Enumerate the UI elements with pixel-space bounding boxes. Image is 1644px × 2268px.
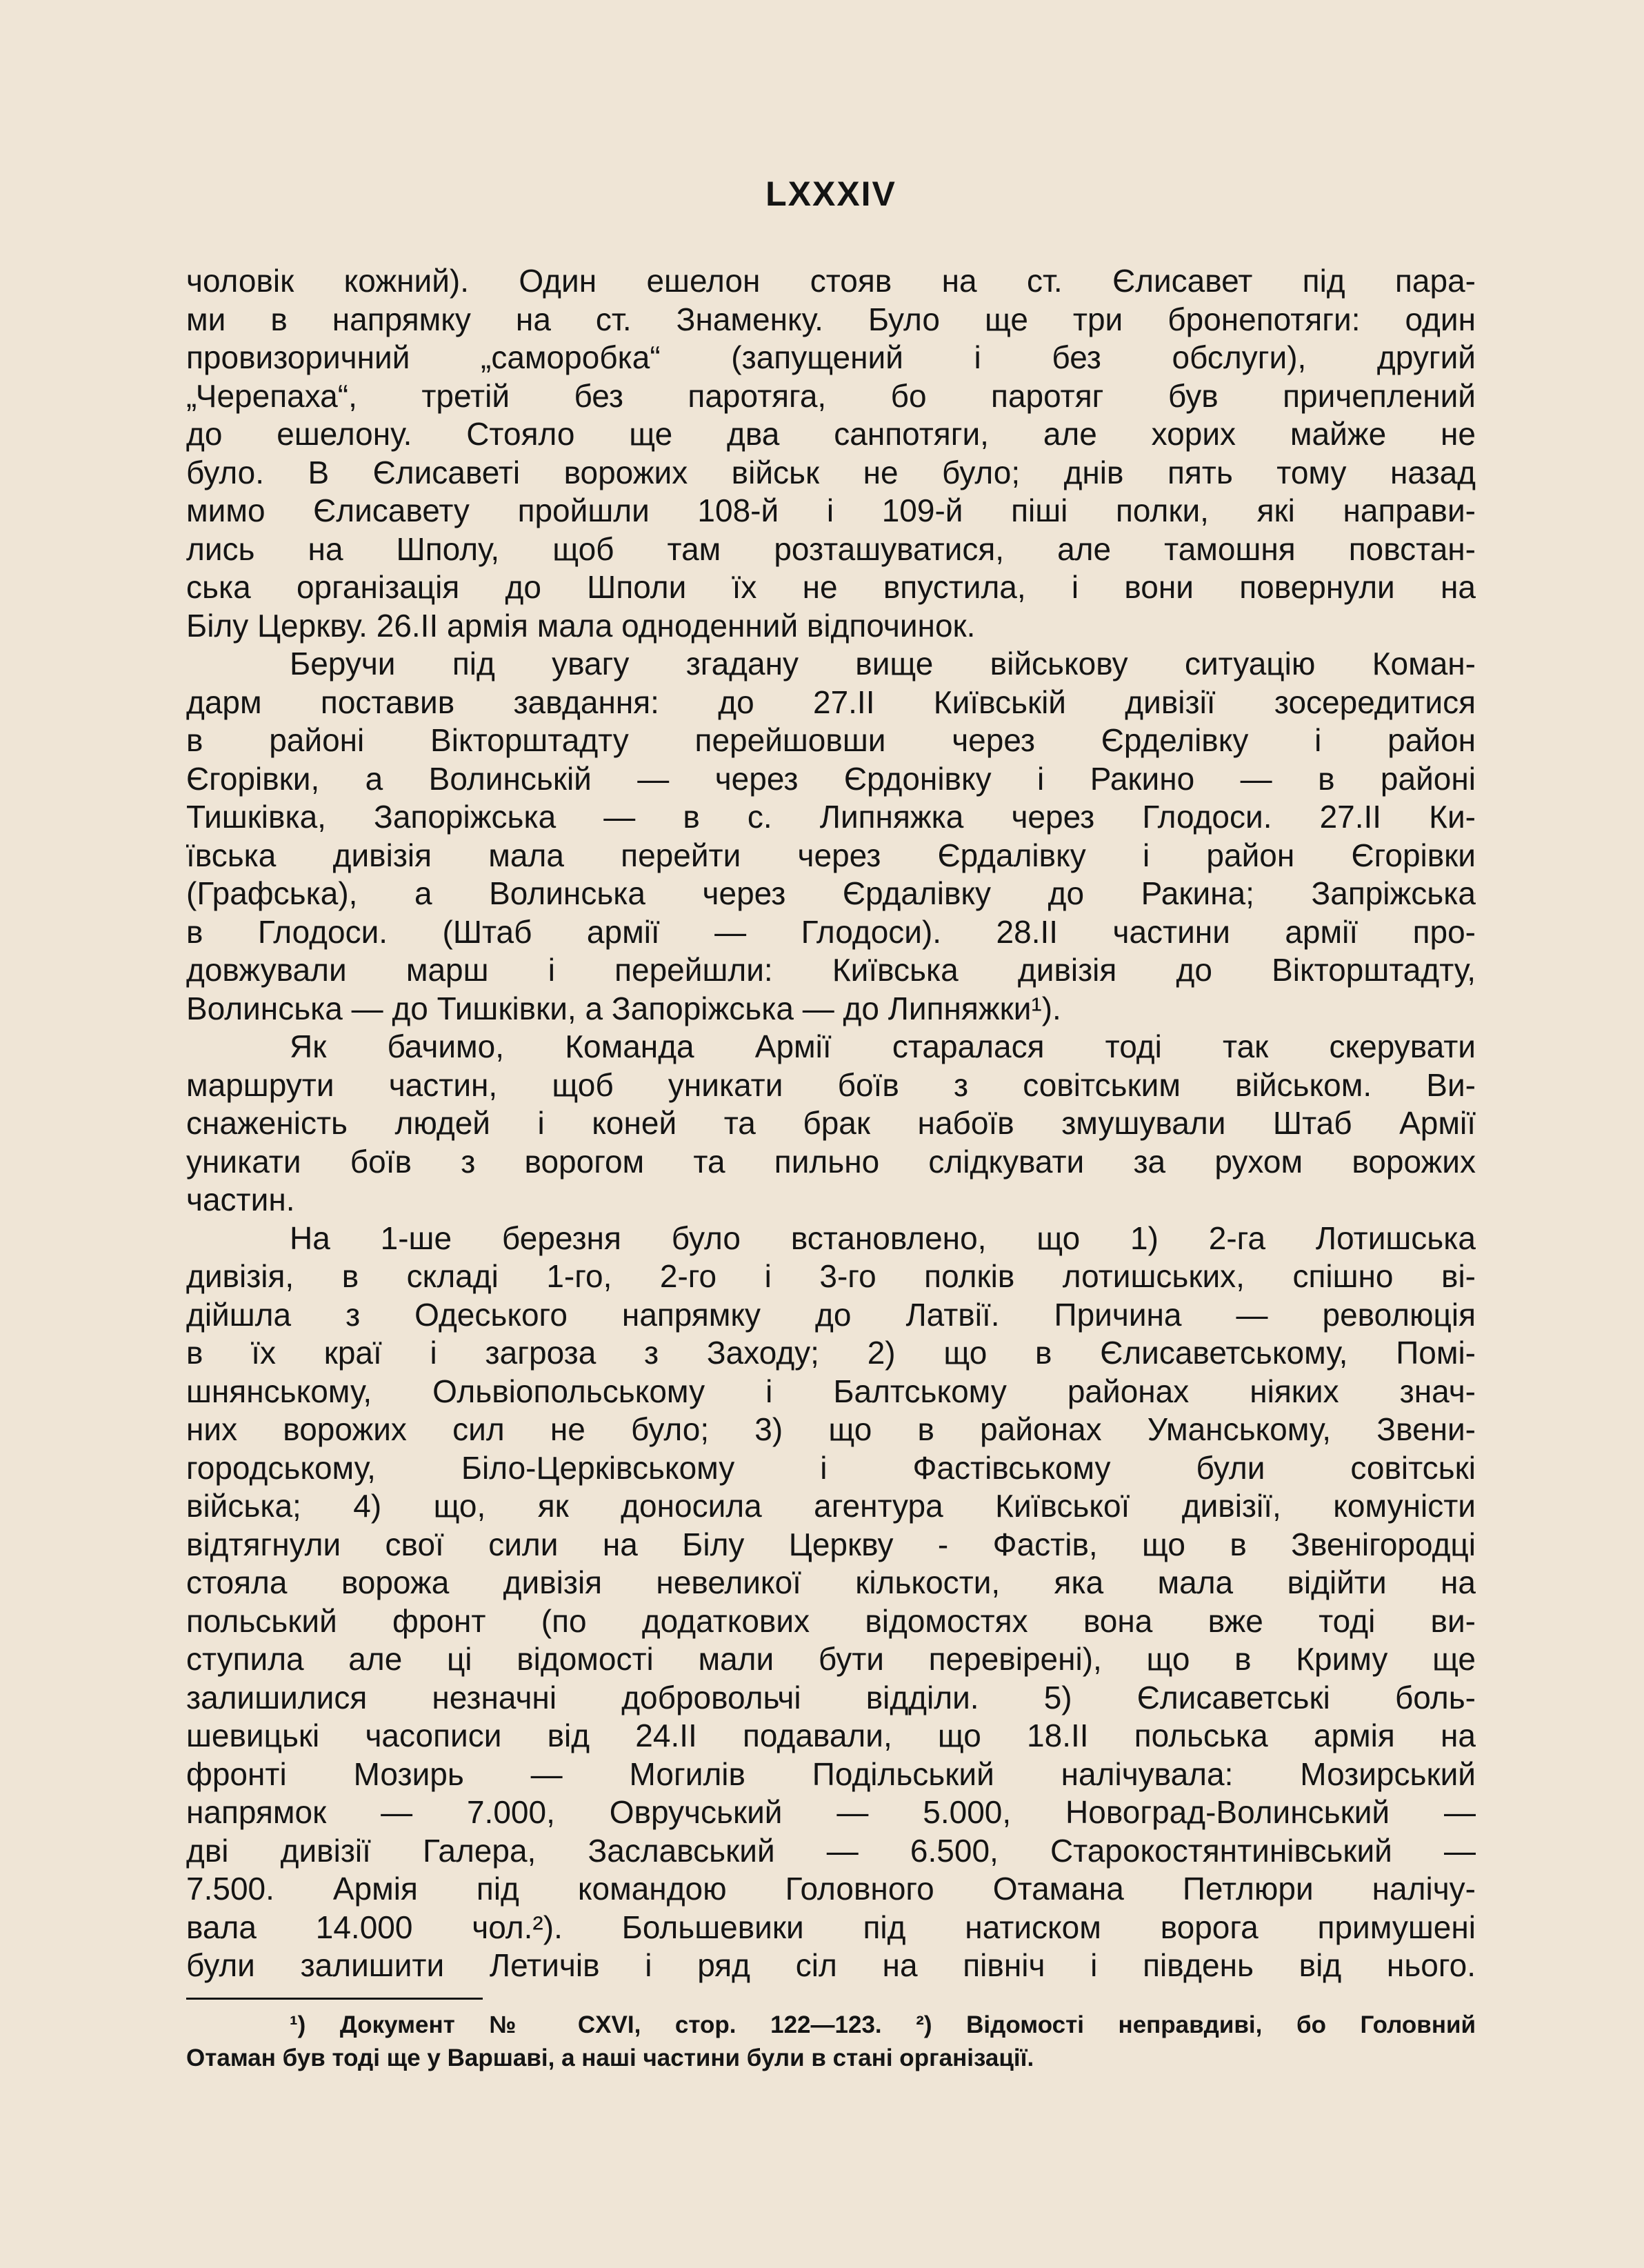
- text-line: снаженість людей і коней та брак набоїв змушували Штаб Армії: [186, 1105, 1476, 1141]
- text-line: в районі Вікторштадту перейшовши через Єрделівку і район: [186, 722, 1476, 758]
- text-line: шевицькі часописи від 24.II подавали, що 18.II польська армія на: [186, 1718, 1476, 1753]
- text-line: Єгорівки, а Волинській — через Єрдонівку і Ракино — в районі: [186, 760, 1476, 797]
- text-line: чоловік кожний). Один ешелон стояв на ст. Єлисавет під пара-: [186, 263, 1476, 299]
- text-line: фронті Мозирь — Могилів Подільський налічувала: Мозирський: [186, 1755, 1476, 1792]
- text-line: ступила але ці відомості мали бути перевірені), що в Криму ще: [186, 1641, 1476, 1677]
- text-line: війська; 4) що, як доносила агентура Київської дивізії, комуністи: [186, 1488, 1476, 1524]
- text-line: вала 14.000 чол.²). Большевики під натиском ворога примушені: [186, 1909, 1476, 1945]
- text-line: були залишити Летичів і ряд сіл на північ і південь від нього.: [186, 1947, 1476, 1983]
- text-line: шнянському, Ольвіопольському і Балтському районах ніяких знач-: [186, 1373, 1476, 1409]
- text-line: уникати боїв з ворогом та пильно слідкувати за рухом ворожих: [186, 1143, 1476, 1180]
- text-line: Беручи під увагу згадану вище військову ситуацію Коман-: [290, 646, 1476, 682]
- text-line: дарм поставив завдання: до 27.II Київській дивізії зосередитися: [186, 684, 1476, 720]
- footnote-line: Отаман був тоді ще у Варшаві, а наші частини були в стані організації.: [186, 2045, 1034, 2071]
- footnote-divider: [186, 1998, 483, 2000]
- text-line: них ворожих сил не було; 3) що в районах Уманському, Звени-: [186, 1411, 1476, 1447]
- text-line: польський фронт (по додаткових відомостях вона вже тоді ви-: [186, 1602, 1476, 1639]
- text-line: стояла ворожа дивізія невеликої кількости, яка мала відійти на: [186, 1564, 1476, 1600]
- text-line: На 1-ше березня було встановлено, що 1) 2-га Лотишська: [290, 1220, 1476, 1256]
- text-line: напрямок — 7.000, Овручський — 5.000, Новоград-Волинський —: [186, 1794, 1476, 1830]
- text-line: „Черепаха“, третій без паротяга, бо паротяг був причеплений: [186, 377, 1476, 414]
- text-line: дивізія, в складі 1-го, 2-го і 3-го полків лотишських, спішно ві-: [186, 1258, 1476, 1294]
- text-line: залишилися незначні добровольчі відділи. 5) Єлисаветські боль-: [186, 1679, 1476, 1715]
- text-line: Волинська — до Тишківки, а Запоріжська — до Липняжки¹).: [186, 990, 1061, 1026]
- text-line: Тишківка, Запоріжська — в с. Липняжка через Глодоси. 27.II Ки-: [186, 799, 1476, 835]
- text-line: дві дивізії Галера, Заславський — 6.500, Старокостянтинівський —: [186, 1832, 1476, 1869]
- page-number: LXXXIV: [765, 175, 896, 213]
- text-line: дійшла з Одеського напрямку до Латвії. Причина — революція: [186, 1296, 1476, 1333]
- text-line: в Глодоси. (Штаб армії — Глодоси). 28.II частини армії про-: [186, 913, 1476, 950]
- text-line: було. В Єлисаветі ворожих військ не було; днів пять тому назад: [186, 454, 1476, 490]
- footnote-line: ¹) Документ № CXVI, стор. 122—123. ²) Відомості неправдиві, бо Головний: [290, 2011, 1476, 2038]
- text-line: провизоричний „саморобка“ (запущений і без обслуги), другий: [186, 339, 1476, 375]
- text-line: в їх краї і загроза з Заходу; 2) що в Єлисаветському, Помі-: [186, 1335, 1476, 1371]
- text-line: лись на Шполу, щоб там розташуватися, але тамошня повстан-: [186, 530, 1476, 567]
- document-page: [186, 0, 1476, 2268]
- text-line: Як бачимо, Команда Армії старалася тоді так скерувати: [290, 1028, 1476, 1064]
- text-line: частин.: [186, 1182, 295, 1217]
- text-line: маршрути частин, щоб уникати боїв з совітським військом. Ви-: [186, 1066, 1476, 1103]
- footnotes: [186, 2009, 1476, 2075]
- text-line: мимо Єлисавету пройшли 108-й і 109-й піші полки, які направи-: [186, 493, 1476, 528]
- text-line: (Графська), а Волинська через Єрдалівку до Ракина; Запріжська: [186, 875, 1476, 911]
- body-text: [186, 262, 1476, 1985]
- text-line: ївська дивізія мала перейти через Єрдалівку і район Єгорівки: [186, 837, 1476, 873]
- text-line: довжували марш і перейшли: Київська дивізія до Вікторштадту,: [186, 952, 1476, 988]
- text-line: 7.500. Армія під командою Головного Отамана Петлюри налічу-: [186, 1871, 1476, 1907]
- text-line: Білу Церкву. 26.II армія мала одноденний відпочинок.: [186, 607, 976, 644]
- text-line: ми в напрямку на ст. Знаменку. Було ще три бронепотяги: один: [186, 301, 1476, 337]
- text-line: ська організація до Шполи їх не впустила, і вони повернули на: [186, 569, 1476, 605]
- text-line: відтягнули свої сили на Білу Церкву - Фастів, що в Звенігородці: [186, 1526, 1476, 1562]
- text-line: до ешелону. Стояло ще два санпотяги, але хорих майже не: [186, 416, 1476, 452]
- text-line: городському, Біло-Церківському і Фастівському були совітські: [186, 1449, 1476, 1486]
